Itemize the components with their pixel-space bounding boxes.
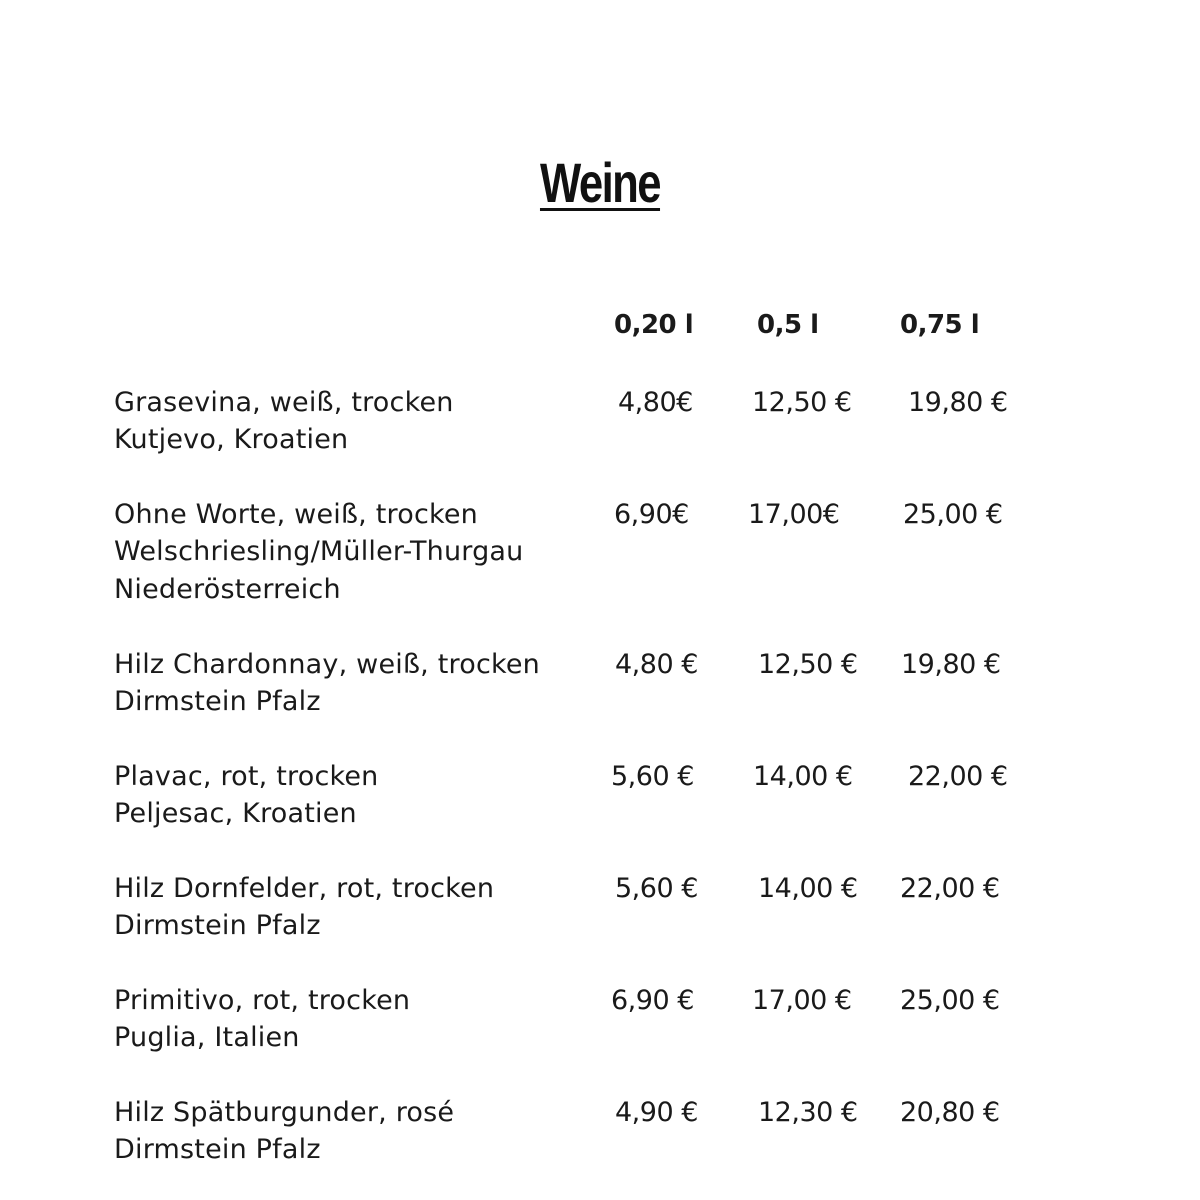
wine-origin: Peljesac, Kroatien [114, 798, 357, 829]
price-medium: 12,30 € [758, 1097, 858, 1128]
price-large: 19,80 € [908, 387, 1008, 418]
size-header-medium: 0,5 l [757, 310, 819, 340]
price-large: 25,00 € [900, 985, 1000, 1016]
wine-origin: Dirmstein Pfalz [114, 910, 321, 941]
price-medium: 17,00€ [748, 499, 840, 530]
wine-origin: Puglia, Italien [114, 1022, 300, 1053]
price-medium: 14,00 € [758, 873, 858, 904]
price-large: 20,80 € [900, 1097, 1000, 1128]
wine-name: Plavac, rot, trocken [114, 761, 379, 792]
price-small: 6,90 € [611, 985, 694, 1016]
wine-name: Grasevina, weiß, trocken [114, 387, 454, 418]
wine-name: Hilz Spätburgunder, rosé [114, 1097, 455, 1128]
wine-name: Primitivo, rot, trocken [114, 985, 411, 1016]
price-medium: 12,50 € [752, 387, 852, 418]
page-title: Weine [539, 151, 661, 214]
wine-name: Ohne Worte, weiß, trocken [114, 499, 478, 530]
price-small: 4,80 € [615, 649, 698, 680]
wine-origin: Dirmstein Pfalz [114, 1134, 321, 1165]
wine-name: Hilz Chardonnay, weiß, trocken [114, 649, 540, 680]
price-large: 25,00 € [903, 499, 1003, 530]
price-medium: 14,00 € [753, 761, 853, 792]
size-header-small: 0,20 l [614, 310, 694, 340]
wine-origin: Kutjevo, Kroatien [114, 424, 349, 455]
wine-name: Hilz Dornfelder, rot, trocken [114, 873, 495, 904]
price-large: 22,00 € [900, 873, 1000, 904]
wine-origin: Niederösterreich [114, 574, 341, 605]
price-medium: 17,00 € [752, 985, 852, 1016]
price-large: 22,00 € [908, 761, 1008, 792]
wine-grape: Welschriesling/Müller-Thurgau [114, 536, 524, 567]
price-medium: 12,50 € [758, 649, 858, 680]
size-header-large: 0,75 l [900, 310, 980, 340]
price-small: 6,90€ [614, 499, 689, 530]
price-small: 4,90 € [615, 1097, 698, 1128]
price-small: 4,80€ [618, 387, 693, 418]
price-small: 5,60 € [615, 873, 698, 904]
wine-origin: Dirmstein Pfalz [114, 686, 321, 717]
price-large: 19,80 € [901, 649, 1001, 680]
price-small: 5,60 € [611, 761, 694, 792]
